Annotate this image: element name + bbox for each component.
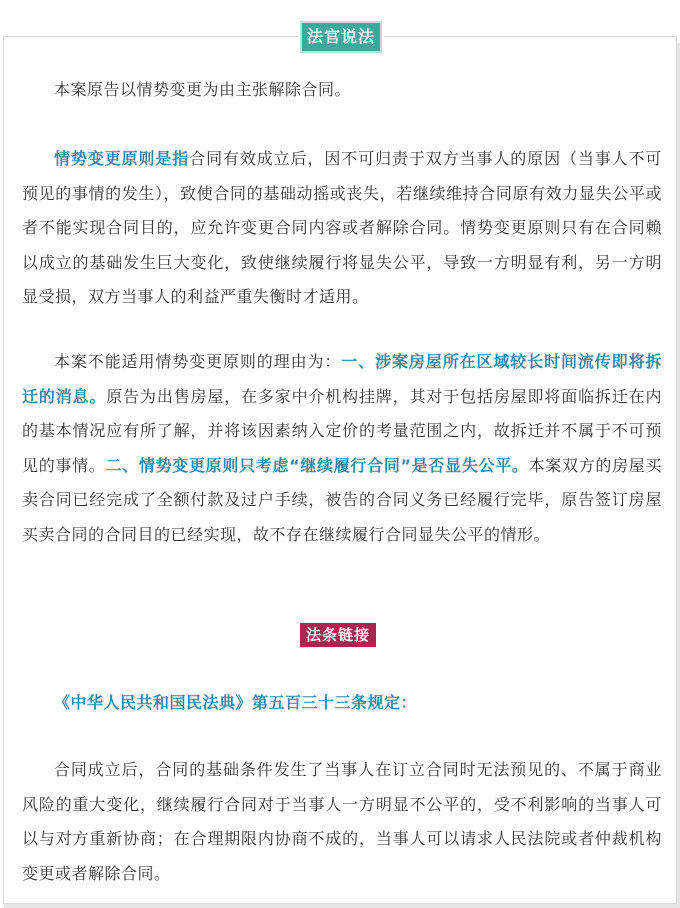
- intro-text: 本案原告以情势变更为由主张解除合同。: [54, 80, 352, 99]
- reason-one-text: 原告为出售房屋，在多家中介机构挂牌，其对于包括房屋即将面临拆迁在内的基本情况应有所了解，并将该因素纳入定价的考量范围之内，故拆迁并不属于不可预见的事情。: [22, 386, 662, 475]
- intro-paragraph: [22, 73, 662, 108]
- law-text-paragraph: [22, 753, 662, 891]
- reason-two-highlight: 二、情势变更原则只考虑“继续履行合同”是否显失公平。: [105, 455, 529, 475]
- law-text: 合同成立后，合同的基础条件发生了当事人在订立合同时无法预见的、不属于商业风险的重大变化，继续履行合同对于当事人一方明显不公平的，受不利影响的当事人可以与对方重新协商；在合理期限内协商不成的，当事人可以请求人民法院或者仲裁机构变更或者解除合同。: [22, 760, 662, 883]
- law-link-badge: 法条链接: [300, 623, 376, 647]
- law-title: 《中华人民共和国民法典》第五百三十三条规定：: [54, 693, 418, 712]
- reasoning-intro: 本案不能适用情势变更原则的理由为：: [54, 352, 342, 371]
- judge-says-badge: 法官说法: [302, 23, 380, 51]
- reason-one-highlight: 一、涉案房屋所在区域较长时间流传即将拆迁的消息。: [22, 352, 662, 406]
- reasoning-paragraph: [22, 345, 662, 552]
- section-header: [298, 19, 384, 55]
- definition-paragraph: [22, 142, 662, 315]
- law-link-header: [300, 623, 376, 647]
- reason-two-text: 本案双方的房屋买卖合同已经完成了全额付款及过户手续，被告的合同义务已经履行完毕，原告签订房屋买卖合同的合同目的已经实现，故不存在继续履行合同显失公平的情形。: [22, 455, 662, 544]
- definition-highlight: 情势变更原则是指: [54, 149, 190, 168]
- law-title-paragraph: [22, 686, 662, 721]
- definition-text: 合同有效成立后，因不可归责于双方当事人的原因（当事人不可预见的事情的发生），致使合同的基础动摇或丧失，若继续维持合同原有效力显失公平或者不能实现合同目的，应允许变更合同内容或者解除合同。情势变更原则只有在合同赖以成立的基础发生巨大变化，致使继续履行将显失公平，导致一方明显有利，另一方明显受损，双方当事人的利益严重失衡时才适用。: [22, 149, 662, 306]
